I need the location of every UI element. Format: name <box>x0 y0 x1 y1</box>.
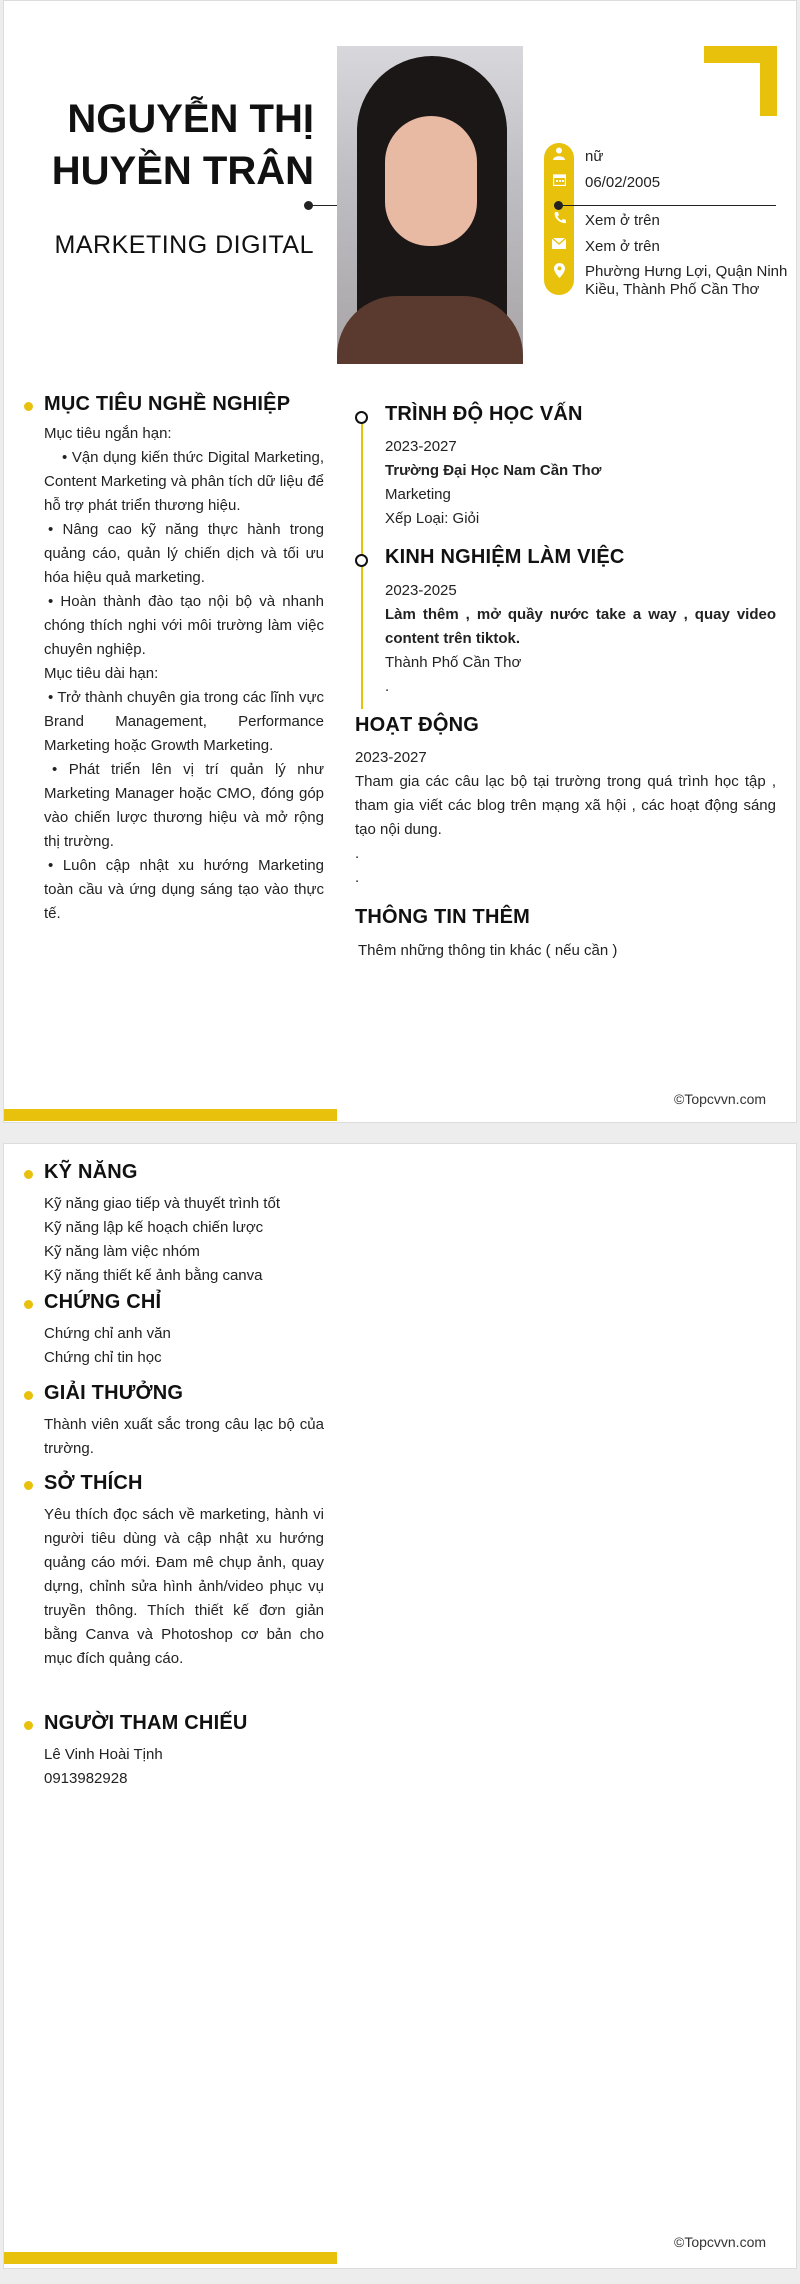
certificate-item: Chứng chỉ anh văn <box>44 1325 171 1342</box>
timeline-marker <box>355 554 368 567</box>
person-icon <box>544 147 574 164</box>
corner-decoration <box>760 46 777 116</box>
calendar-icon <box>544 173 574 190</box>
timeline-marker <box>355 411 368 424</box>
reference-phone: 0913982928 <box>44 1770 128 1787</box>
profile-photo <box>337 46 523 364</box>
cv-page-2 <box>3 1143 797 2269</box>
certificate-item: Chứng chỉ tin học <box>44 1349 162 1366</box>
reference-name: Lê Vinh Hoài Tịnh <box>44 1746 163 1763</box>
hobbies-text: Yêu thích đọc sách về marketing, hành vi người tiêu dùng và cập nhật xu hướng quảng cáo mới. Đam mê chụp ảnh, quay dựng, chỉnh sửa hình ảnh/video phục vụ truyền thông. Thích thiết kế đơn giản bằng Canva và Photoshop cơ bản cho mục đích quảng cáo. <box>44 1506 324 1667</box>
references-body <box>44 1743 334 1791</box>
section-bullet <box>24 1300 33 1309</box>
address-line-2: Kiều, Thành Phố Cần Thơ <box>585 281 760 298</box>
objective-short-label: Mục tiêu ngắn hạn: <box>44 425 172 442</box>
phone: Xem ở trên <box>585 212 660 229</box>
objective-item: • Luôn cập nhật xu hướng Marketing toàn cầu và ứng dụng sáng tạo vào thực tế. <box>44 857 324 922</box>
additional-title: THÔNG TIN THÊM <box>355 906 531 928</box>
mail-icon <box>544 237 574 253</box>
job-title: MARKETING DIGITAL <box>54 231 314 259</box>
education-title: TRÌNH ĐỘ HỌC VẤN <box>385 403 583 425</box>
activities-dot: . <box>355 845 360 862</box>
section-bullet <box>24 1391 33 1400</box>
section-bullet <box>24 1721 33 1730</box>
certificates-title: CHỨNG CHỈ <box>44 1291 162 1313</box>
experience-role: Làm thêm , mở quầy nước take a way , quay video content trên tiktok. <box>385 606 776 647</box>
skills-title: KỸ NĂNG <box>44 1161 138 1183</box>
objective-item: • Nâng cao kỹ năng thực hành trong quảng cáo, quản lý chiến dịch và tối ưu hóa hiệu quả marketing. <box>44 521 324 586</box>
education-grade: Xếp Loại: Giỏi <box>385 510 480 527</box>
divider <box>309 205 337 206</box>
education-body <box>385 435 775 531</box>
cv-page-1 <box>3 0 797 1123</box>
section-bullet <box>24 1170 33 1179</box>
footer-brand: ©Topcvvn.com <box>674 2234 767 2250</box>
awards-text: Thành viên xuất sắc trong câu lạc bộ của trường. <box>44 1416 324 1457</box>
objective-item: • Phát triển lên vị trí quản lý như Marketing Manager hoặc CMO, đóng góp vào chiến lược thương hiệu và mở rộng thị trường. <box>44 761 324 850</box>
section-bullet <box>24 1481 33 1490</box>
skill-item: Kỹ năng giao tiếp và thuyết trình tốt <box>44 1195 280 1212</box>
skill-item: Kỹ năng làm việc nhóm <box>44 1243 200 1260</box>
objective-long-label: Mục tiêu dài hạn: <box>44 665 159 682</box>
experience-title: KINH NGHIỆM LÀM VIỆC <box>385 546 625 568</box>
date-of-birth: 06/02/2005 <box>585 174 661 191</box>
candidate-name <box>24 93 314 197</box>
activities-period: 2023-2027 <box>355 749 427 766</box>
experience-period: 2023-2025 <box>385 582 457 599</box>
objective-item: • Trở thành chuyên gia trong các lĩnh vực Brand Management, Performance Marketing hoặc Growth Marketing. <box>44 689 324 754</box>
activities-dot: . <box>355 869 360 886</box>
awards-title: GIẢI THƯỞNG <box>44 1382 184 1404</box>
name-line-2: HUYỀN TRÂN <box>51 149 314 193</box>
experience-body <box>385 579 776 699</box>
footer-brand: ©Topcvvn.com <box>674 1091 767 1107</box>
certificates-list <box>44 1322 334 1370</box>
address-line-1: Phường Hưng Lợi, Quận Ninh <box>585 263 788 280</box>
objective-title: MỤC TIÊU NGHỀ NGHIỆP <box>44 393 291 415</box>
education-period: 2023-2027 <box>385 438 457 455</box>
objective-body <box>44 422 324 926</box>
education-major: Marketing <box>385 486 451 503</box>
skills-list <box>44 1192 334 1288</box>
skill-item: Kỹ năng lập kế hoạch chiến lược <box>44 1219 264 1236</box>
education-school: Trường Đại Học Nam Cần Thơ <box>385 462 602 479</box>
address <box>585 263 787 299</box>
email: Xem ở trên <box>585 238 660 255</box>
experience-location: Thành Phố Cần Thơ <box>385 654 522 671</box>
phone-icon <box>544 211 574 228</box>
activities-body <box>355 746 776 890</box>
experience-extra: . <box>385 678 390 695</box>
references-title: NGƯỜI THAM CHIẾU <box>44 1712 248 1734</box>
divider-dot <box>304 201 313 210</box>
additional-text: Thêm những thông tin khác ( nếu cần ) <box>358 942 618 959</box>
footer-bar <box>4 2252 337 2264</box>
location-icon <box>544 263 574 282</box>
section-bullet <box>24 402 33 411</box>
divider-dot <box>554 201 563 210</box>
objective-item: • Vận dụng kiến thức Digital Marketing, Content Marketing và phân tích dữ liệu để hỗ trợ phát triển thương hiệu. <box>44 449 324 514</box>
activities-description: Tham gia các câu lạc bộ tại trường trong quá trình học tập , tham gia viết các blog trên mạng xã hội , các hoạt động sáng tạo nội dung. <box>355 773 776 838</box>
gender: nữ <box>585 148 604 165</box>
activities-title: HOẠT ĐỘNG <box>355 714 480 736</box>
divider <box>556 205 776 206</box>
skill-item: Kỹ năng thiết kế ảnh bằng canva <box>44 1267 263 1284</box>
footer-bar <box>4 1109 337 1121</box>
hobbies-title: SỞ THÍCH <box>44 1472 143 1494</box>
objective-item: • Hoàn thành đào tạo nội bộ và nhanh chóng thích nghi với môi trường làm việc chuyên nghiệp. <box>44 593 324 658</box>
name-line-1: NGUYỄN THỊ <box>67 97 314 141</box>
